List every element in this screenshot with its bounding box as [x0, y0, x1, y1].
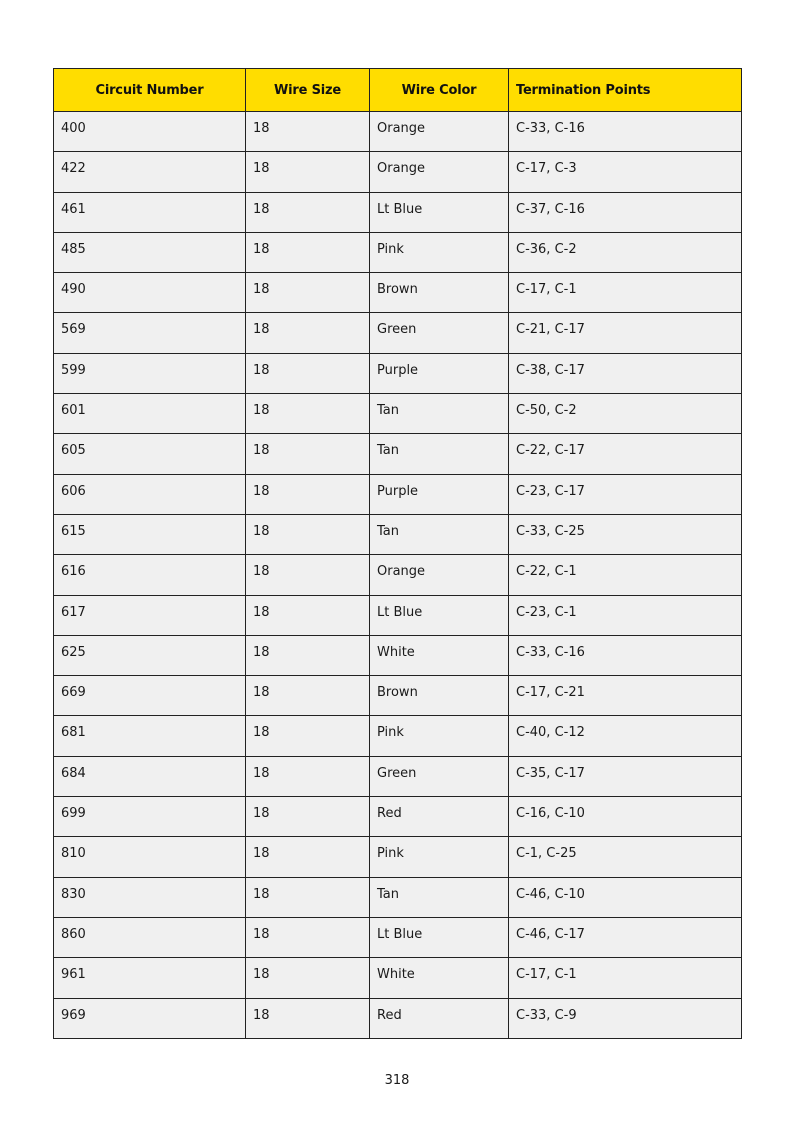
termination-points-cell: C-17, C-1	[509, 273, 742, 313]
wire-color-cell: Orange	[370, 112, 509, 152]
header-wire-size: Wire Size	[246, 69, 370, 112]
circuit-number-cell: 669	[54, 676, 246, 716]
circuit-number-cell: 569	[54, 313, 246, 353]
termination-points-cell: C-40, C-12	[509, 716, 742, 756]
table-row	[54, 152, 742, 192]
table-header	[54, 69, 742, 112]
circuit-number-cell: 461	[54, 192, 246, 232]
wire-color-cell: Lt Blue	[370, 917, 509, 957]
wire-color-cell: Lt Blue	[370, 192, 509, 232]
wire-size-cell: 18	[246, 273, 370, 313]
wire-size-cell: 18	[246, 756, 370, 796]
wire-size-cell: 18	[246, 998, 370, 1038]
circuit-number-cell: 616	[54, 555, 246, 595]
wire-size-cell: 18	[246, 514, 370, 554]
circuit-number-cell: 961	[54, 958, 246, 998]
header-row	[54, 69, 742, 112]
circuit-number-cell: 485	[54, 232, 246, 272]
table-row	[54, 112, 742, 152]
termination-points-cell: C-33, C-25	[509, 514, 742, 554]
circuit-number-cell: 490	[54, 273, 246, 313]
page-number: 318	[384, 1073, 410, 1088]
wire-color-cell: White	[370, 635, 509, 675]
termination-points-cell: C-17, C-3	[509, 152, 742, 192]
table-body	[54, 112, 742, 1039]
wire-size-cell: 18	[246, 232, 370, 272]
wire-size-cell: 18	[246, 917, 370, 957]
termination-points-cell: C-17, C-21	[509, 676, 742, 716]
circuit-number-cell: 681	[54, 716, 246, 756]
termination-points-cell: C-1, C-25	[509, 837, 742, 877]
wire-color-cell: Pink	[370, 232, 509, 272]
termination-points-cell: C-37, C-16	[509, 192, 742, 232]
circuit-number-cell: 860	[54, 917, 246, 957]
circuit-number-cell: 810	[54, 837, 246, 877]
table-row	[54, 958, 742, 998]
table-row	[54, 313, 742, 353]
circuit-number-cell: 606	[54, 474, 246, 514]
wire-size-cell: 18	[246, 555, 370, 595]
termination-points-cell: C-46, C-17	[509, 917, 742, 957]
wire-size-cell: 18	[246, 112, 370, 152]
wire-size-cell: 18	[246, 434, 370, 474]
wire-color-cell: Red	[370, 998, 509, 1038]
table-row	[54, 555, 742, 595]
circuit-number-cell: 625	[54, 635, 246, 675]
table-row	[54, 756, 742, 796]
table-row	[54, 434, 742, 474]
table-row	[54, 232, 742, 272]
termination-points-cell: C-23, C-1	[509, 595, 742, 635]
termination-points-cell: C-21, C-17	[509, 313, 742, 353]
wire-size-cell: 18	[246, 958, 370, 998]
wire-size-cell: 18	[246, 474, 370, 514]
termination-points-cell: C-33, C-16	[509, 112, 742, 152]
circuit-number-cell: 699	[54, 797, 246, 837]
termination-points-cell: C-46, C-10	[509, 877, 742, 917]
wire-color-cell: Brown	[370, 273, 509, 313]
wire-color-cell: Red	[370, 797, 509, 837]
wire-size-cell: 18	[246, 837, 370, 877]
table-row	[54, 716, 742, 756]
wire-color-cell: Orange	[370, 152, 509, 192]
wire-color-cell: Pink	[370, 837, 509, 877]
wire-color-cell: Tan	[370, 877, 509, 917]
termination-points-cell: C-16, C-10	[509, 797, 742, 837]
table-row	[54, 394, 742, 434]
table-row	[54, 353, 742, 393]
table-row	[54, 273, 742, 313]
termination-points-cell: C-17, C-1	[509, 958, 742, 998]
wire-size-cell: 18	[246, 797, 370, 837]
wire-color-cell: Lt Blue	[370, 595, 509, 635]
circuit-number-cell: 605	[54, 434, 246, 474]
table-row	[54, 797, 742, 837]
table-row	[54, 595, 742, 635]
table-row	[54, 474, 742, 514]
wire-color-cell: Tan	[370, 434, 509, 474]
circuit-number-cell: 969	[54, 998, 246, 1038]
header-termination-points: Termination Points	[509, 69, 742, 112]
wire-size-cell: 18	[246, 877, 370, 917]
wire-color-cell: Pink	[370, 716, 509, 756]
circuit-number-cell: 615	[54, 514, 246, 554]
wire-color-cell: Purple	[370, 353, 509, 393]
termination-points-cell: C-22, C-17	[509, 434, 742, 474]
circuit-number-cell: 599	[54, 353, 246, 393]
wire-color-cell: Purple	[370, 474, 509, 514]
termination-points-cell: C-22, C-1	[509, 555, 742, 595]
wire-color-cell: Green	[370, 756, 509, 796]
wire-color-cell: Green	[370, 313, 509, 353]
wire-table	[53, 68, 742, 1039]
wire-size-cell: 18	[246, 353, 370, 393]
header-wire-color: Wire Color	[370, 69, 509, 112]
wire-color-cell: Tan	[370, 394, 509, 434]
wire-size-cell: 18	[246, 313, 370, 353]
wire-color-cell: Brown	[370, 676, 509, 716]
termination-points-cell: C-23, C-17	[509, 474, 742, 514]
table-row	[54, 635, 742, 675]
termination-points-cell: C-38, C-17	[509, 353, 742, 393]
termination-points-cell: C-33, C-16	[509, 635, 742, 675]
table-row	[54, 998, 742, 1038]
wire-size-cell: 18	[246, 152, 370, 192]
termination-points-cell: C-33, C-9	[509, 998, 742, 1038]
wire-size-cell: 18	[246, 595, 370, 635]
wire-color-cell: Tan	[370, 514, 509, 554]
table-row	[54, 837, 742, 877]
termination-points-cell: C-50, C-2	[509, 394, 742, 434]
wire-color-cell: White	[370, 958, 509, 998]
termination-points-cell: C-35, C-17	[509, 756, 742, 796]
wire-size-cell: 18	[246, 394, 370, 434]
table-row	[54, 514, 742, 554]
table-row	[54, 917, 742, 957]
wire-size-cell: 18	[246, 192, 370, 232]
termination-points-cell: C-36, C-2	[509, 232, 742, 272]
circuit-number-cell: 617	[54, 595, 246, 635]
circuit-number-cell: 684	[54, 756, 246, 796]
wire-size-cell: 18	[246, 635, 370, 675]
circuit-number-cell: 422	[54, 152, 246, 192]
wire-size-cell: 18	[246, 676, 370, 716]
wire-color-cell: Orange	[370, 555, 509, 595]
table-row	[54, 192, 742, 232]
circuit-number-cell: 400	[54, 112, 246, 152]
table-row	[54, 676, 742, 716]
circuit-number-cell: 830	[54, 877, 246, 917]
circuit-number-cell: 601	[54, 394, 246, 434]
table-row	[54, 877, 742, 917]
header-circuit-number: Circuit Number	[54, 69, 246, 112]
wire-size-cell: 18	[246, 716, 370, 756]
